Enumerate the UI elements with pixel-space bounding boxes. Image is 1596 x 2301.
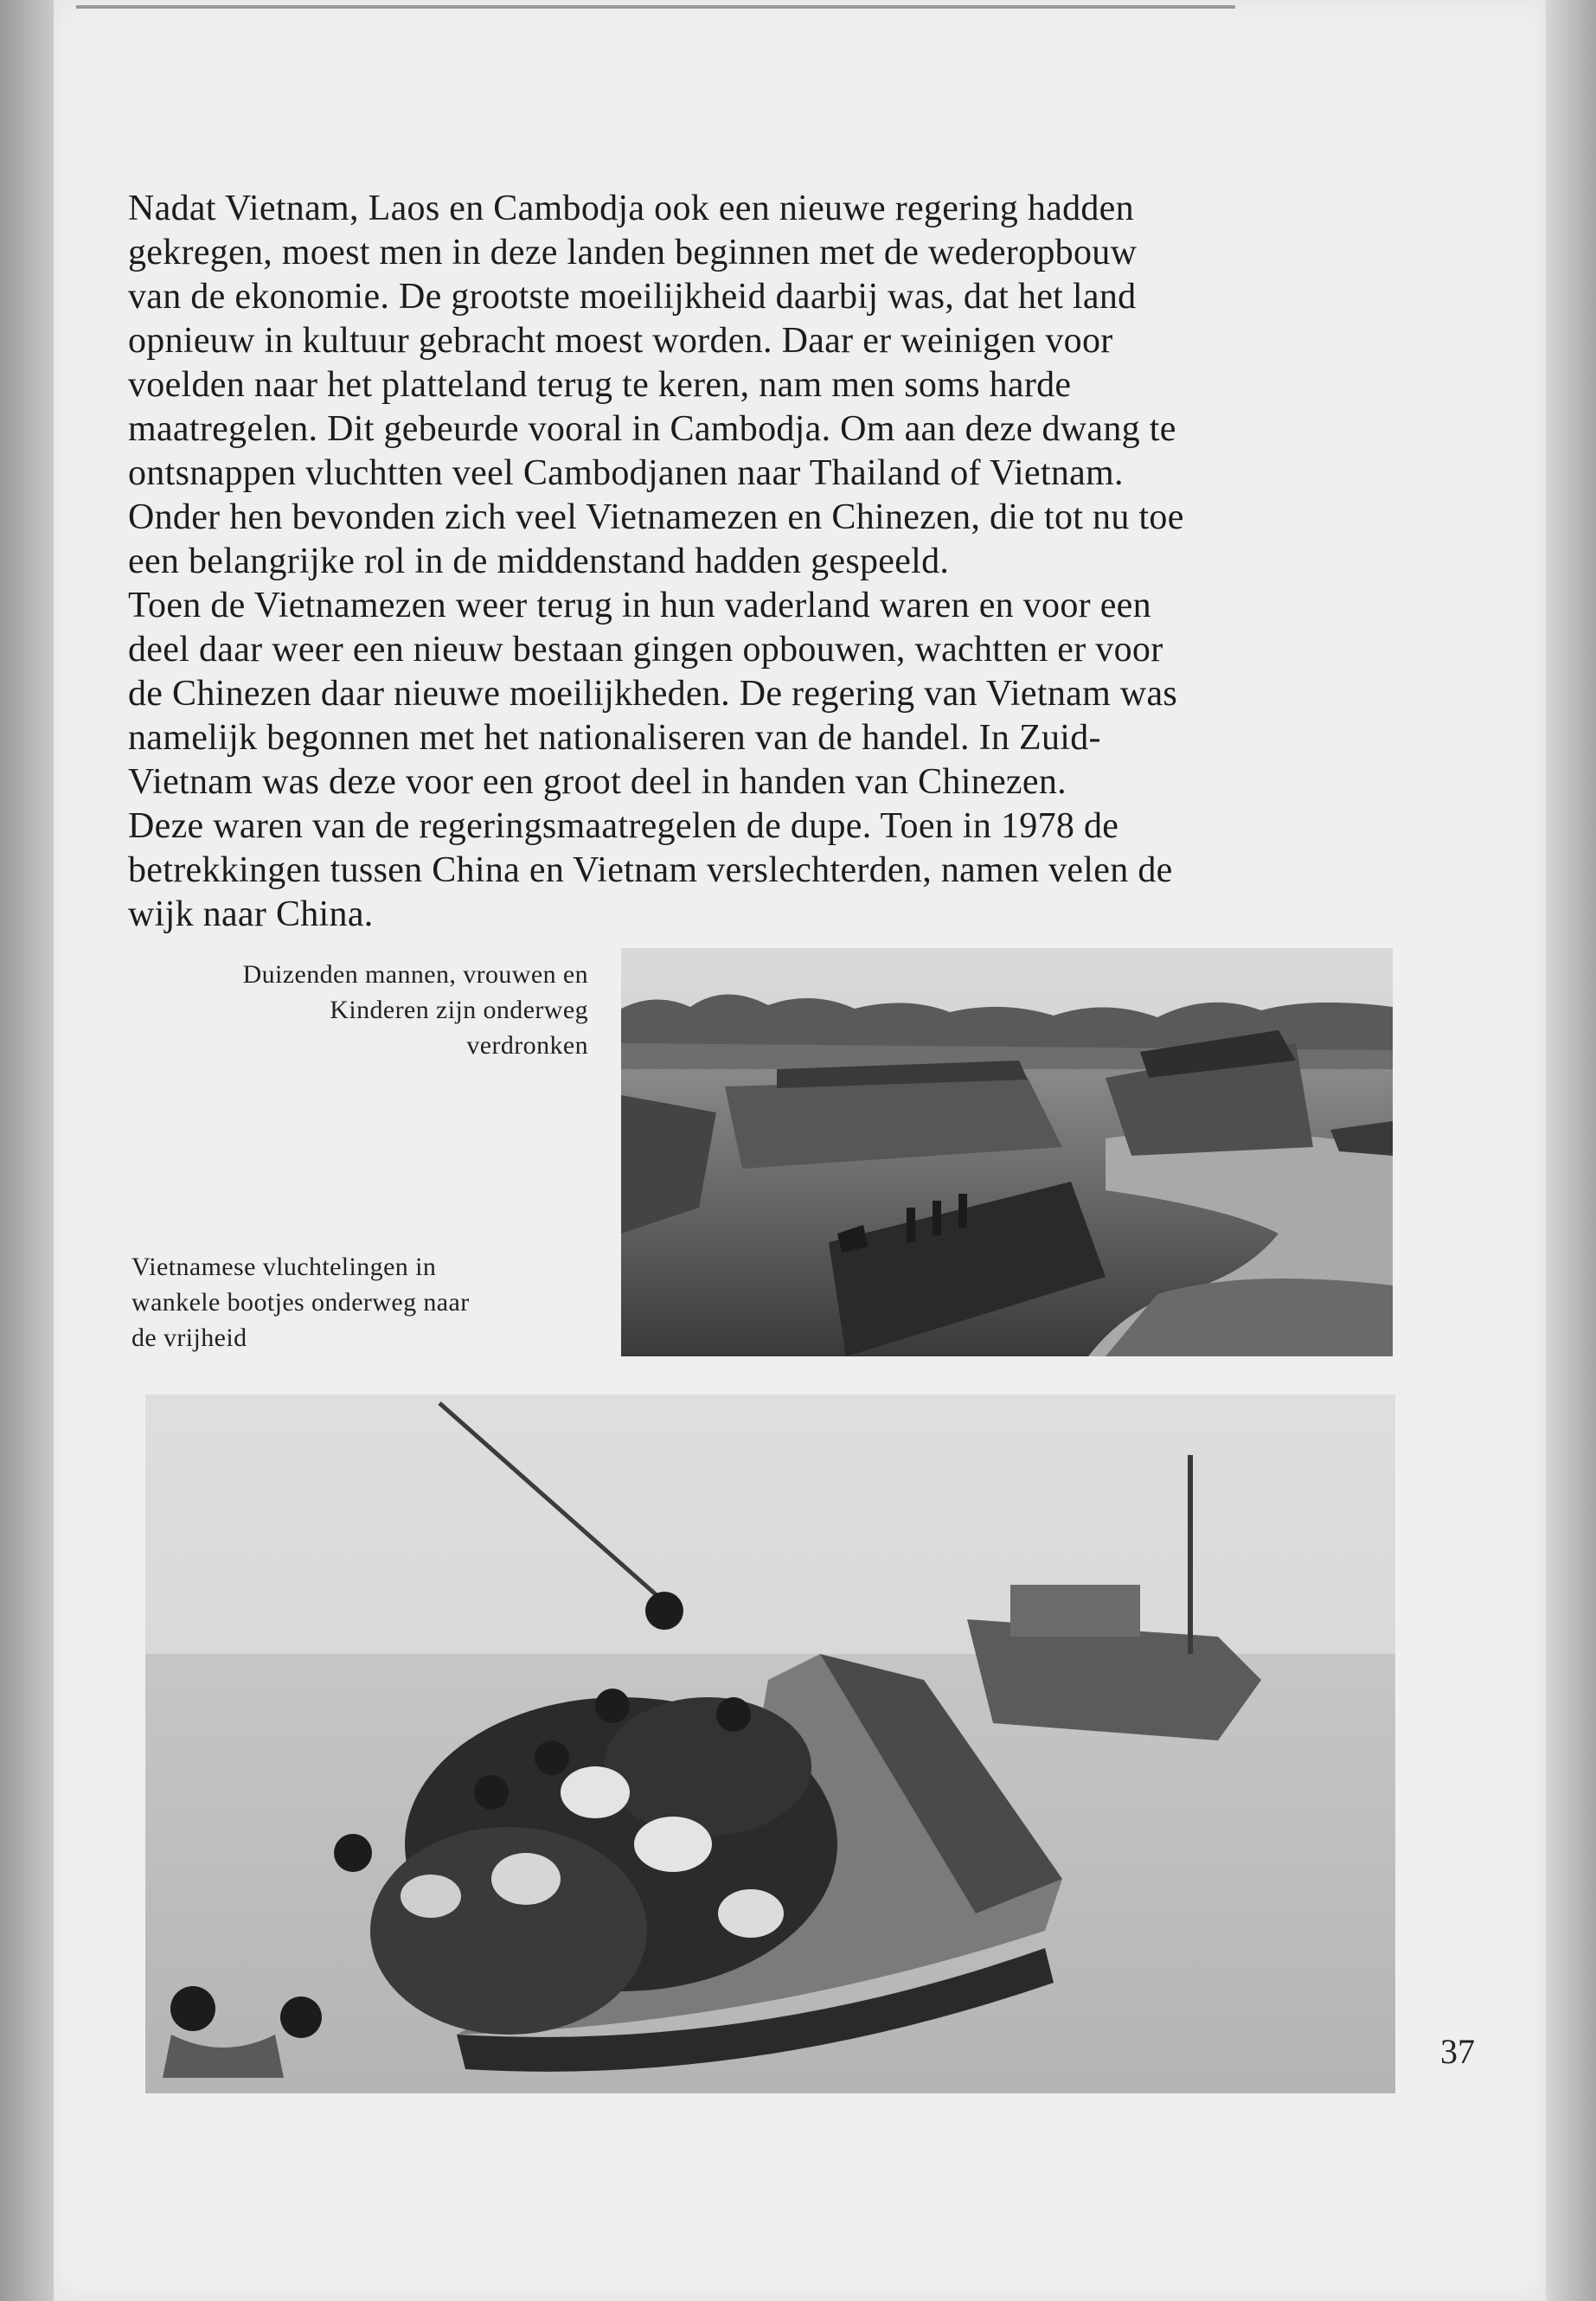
body-line: Toen de Vietnamezen weer terug in hun vaderland waren en voor een [128,586,1151,625]
caption-line: Vietnamese vluchtelingen in [131,1253,437,1281]
caption-line: verdronken [466,1031,588,1060]
body-line: opnieuw in kultuur gebracht moest worden. Daar er weinigen voor [128,321,1113,361]
caption-line: Kinderen zijn onderweg [330,996,588,1024]
caption-line: Duizenden mannen, vrouwen en [242,960,588,989]
top-rule [76,5,1235,9]
body-line: van de ekonomie. De grootste moeilijkheid daarbij was, dat het land [128,277,1137,317]
caption-line: wankele bootjes onderweg naar [131,1288,470,1317]
caption-refugees [131,1249,590,1356]
body-line: deel daar weer een nieuw bestaan gingen opbouwen, wachtten er voor [128,630,1163,670]
photo-refugee-boat [145,1394,1395,2093]
caption-drowned [121,957,588,1063]
body-line: een belangrijke rol in de middenstand hadden gespeeld. [128,542,950,581]
body-line: namelijk begonnen met het nationaliseren van de handel. In Zuid- [128,718,1101,758]
body-line: Deze waren van de regeringsmaatregelen de dupe. Toen in 1978 de [128,806,1119,846]
body-line: gekregen, moest men in deze landen beginnen met de wederopbouw [128,233,1138,272]
body-line: betrekkingen tussen China en Vietnam verslechterden, namen velen de [128,850,1173,890]
body-line: voelden naar het platteland terug te keren, nam men soms harde [128,365,1072,405]
body-line: ontsnappen vluchtten veel Cambodjanen naar Thailand of Vietnam. [128,453,1124,493]
page-edge-right [1546,0,1596,2301]
photo-wrecked-boats [621,948,1393,1356]
body-line: maatregelen. Dit gebeurde vooral in Cambodja. Om aan deze dwang te [128,409,1176,449]
body-line: Vietnam was deze voor een groot deel in handen van Chinezen. [128,762,1067,802]
body-line: de Chinezen daar nieuwe moeilijkheden. De regering van Vietnam was [128,674,1178,714]
body-line: Nadat Vietnam, Laos en Cambodja ook een nieuwe regering hadden [128,189,1134,228]
body-text [128,187,1391,937]
page-edge-left [0,0,54,2301]
body-line: wijk naar China. [128,894,374,934]
page-number: 37 [1440,2032,1475,2071]
body-line: Onder hen bevonden zich veel Vietnamezen en Chinezen, die tot nu toe [128,497,1184,537]
caption-line: de vrijheid [131,1324,247,1352]
